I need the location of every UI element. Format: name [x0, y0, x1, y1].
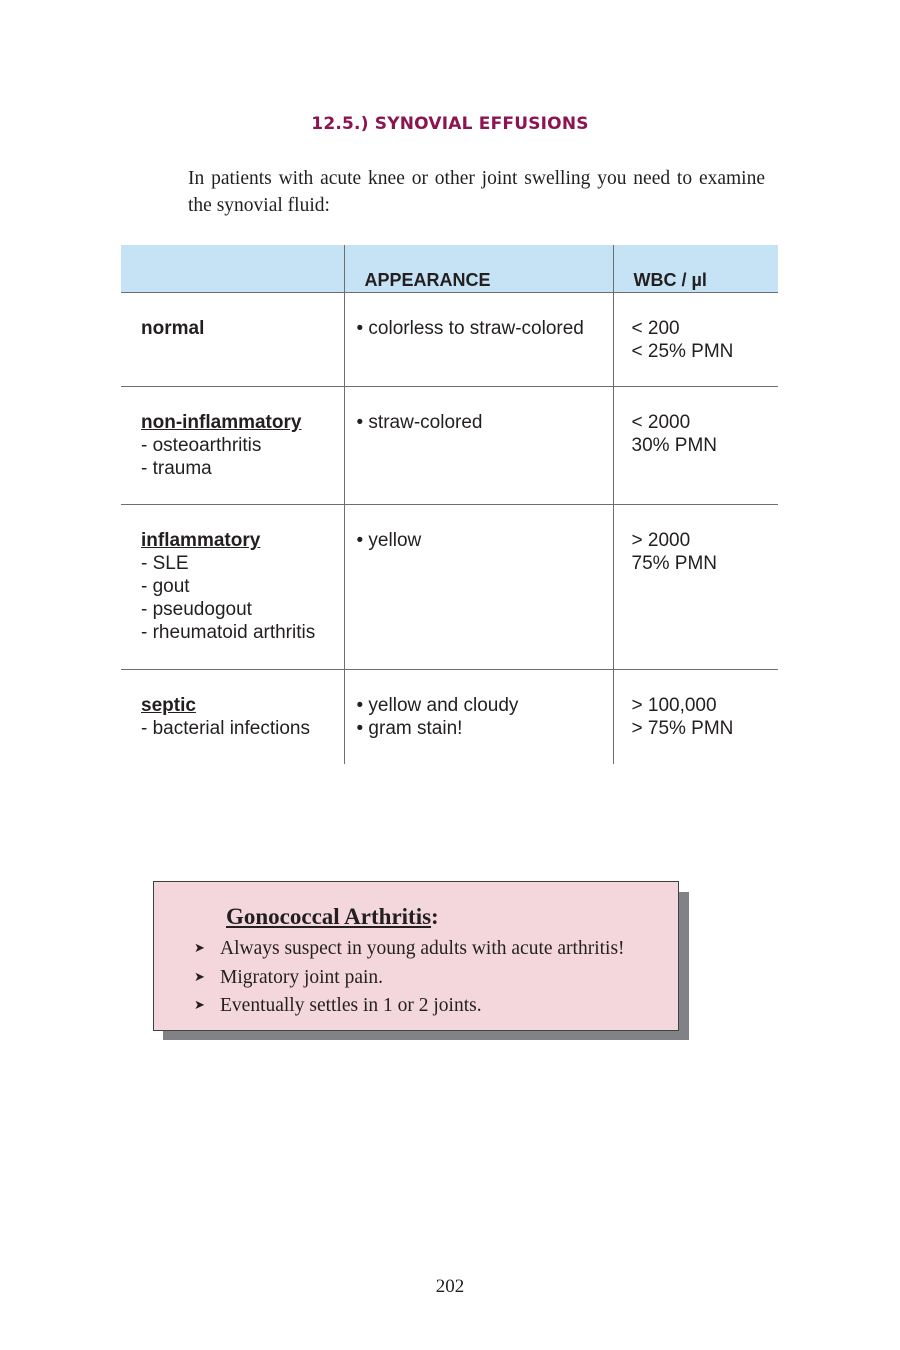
list-item: ➤ Always suspect in young adults with acute arthritis!	[194, 934, 625, 963]
wbc-value: < 2000	[631, 412, 691, 433]
header-wbc: WBC / µl	[613, 245, 778, 293]
category-example: - trauma	[141, 458, 212, 479]
wbc-value: < 200	[631, 318, 680, 339]
section-title: 12.5.) SYNOVIAL EFFUSIONS	[311, 114, 589, 134]
arrowhead-bullet-icon: ➤	[194, 940, 205, 955]
header-category	[121, 245, 344, 293]
wbc-cell	[613, 505, 778, 670]
list-item: ➤ Migratory joint pain.	[194, 963, 625, 992]
wbc-value: 30% PMN	[631, 435, 718, 456]
category-cell	[121, 670, 344, 765]
appearance-item: • straw-colored	[356, 412, 483, 433]
table-row	[121, 670, 778, 765]
header-appearance: APPEARANCE	[344, 245, 613, 293]
callout-list	[194, 934, 625, 1020]
category-cell	[121, 505, 344, 670]
category-label: inflammatory	[141, 530, 261, 551]
callout-title: Gonococcal Arthritis:	[226, 904, 439, 929]
page-number: 202	[435, 1276, 465, 1297]
category-cell	[121, 293, 344, 387]
wbc-cell	[613, 670, 778, 765]
category-example: - gout	[141, 576, 190, 597]
appearance-cell	[344, 387, 613, 505]
category-label: septic	[141, 695, 196, 716]
wbc-value: > 75% PMN	[631, 718, 734, 739]
table-row	[121, 387, 778, 505]
category-example: - pseudogout	[141, 599, 252, 620]
appearance-cell	[344, 670, 613, 765]
table-header-row	[121, 245, 778, 293]
wbc-value: < 25% PMN	[631, 341, 734, 362]
gonococcal-callout-box	[153, 881, 679, 1031]
category-example: - SLE	[141, 553, 189, 574]
synovial-fluid-table	[121, 245, 778, 764]
category-label: normal	[141, 318, 205, 339]
category-example: - osteoarthritis	[141, 435, 262, 456]
appearance-item: • yellow	[356, 530, 422, 551]
appearance-item: • yellow and cloudy	[356, 695, 519, 716]
appearance-cell	[344, 505, 613, 670]
appearance-cell	[344, 293, 613, 387]
wbc-value: > 100,000	[631, 695, 717, 716]
wbc-cell	[613, 293, 778, 387]
category-example: - rheumatoid arthritis	[141, 622, 316, 643]
intro-paragraph: In patients with acute knee or other joint swelling you need to examine the synovial fluid:	[188, 168, 765, 216]
appearance-item: • colorless to straw-colored	[356, 318, 584, 339]
arrowhead-bullet-icon: ➤	[194, 968, 205, 984]
wbc-value: > 2000	[631, 530, 691, 551]
wbc-value: 75% PMN	[631, 553, 718, 574]
table-row	[121, 293, 778, 387]
category-example: - bacterial infections	[141, 718, 310, 739]
category-cell	[121, 387, 344, 505]
appearance-item: • gram stain!	[356, 718, 463, 739]
arrowhead-bullet-icon: ➤	[194, 997, 205, 1012]
table-row	[121, 505, 778, 670]
list-item: ➤ Eventually settles in 1 or 2 joints.	[194, 991, 625, 1020]
wbc-cell	[613, 387, 778, 505]
category-label: non-inflammatory	[141, 412, 302, 433]
